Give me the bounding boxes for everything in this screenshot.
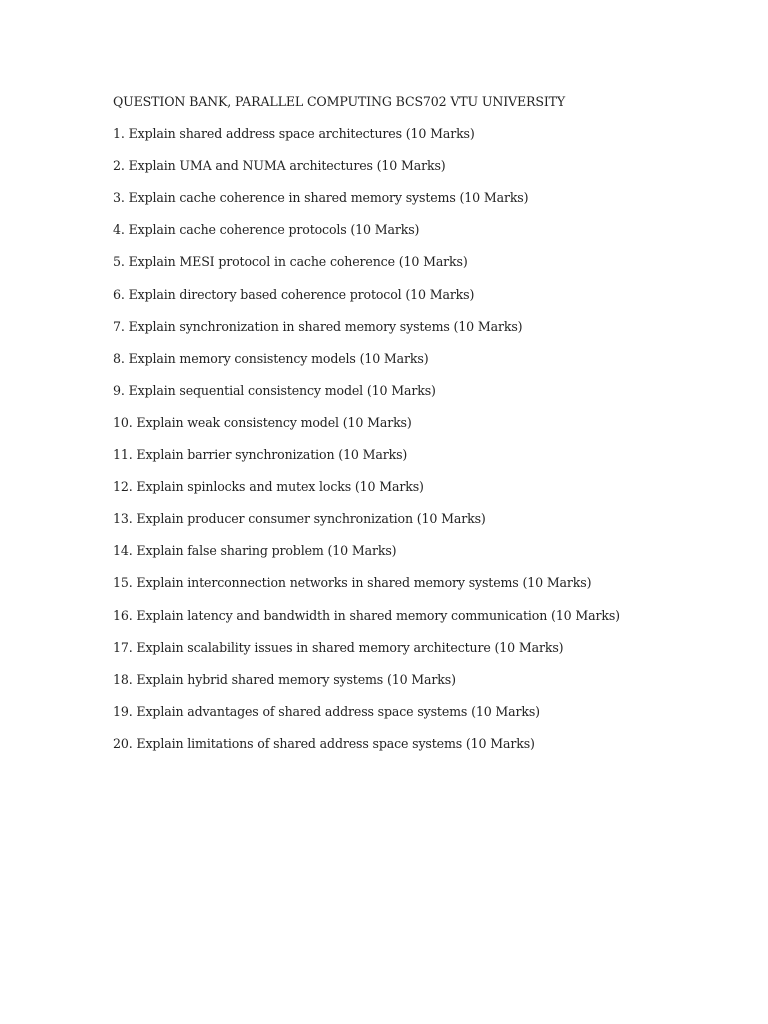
question-item: 16. Explain latency and bandwidth in shared memory communication (10 Marks) — [113, 607, 620, 623]
question-list — [113, 125, 733, 767]
question-item: 10. Explain weak consistency model (10 Marks) — [113, 414, 412, 430]
question-item: 19. Explain advantages of shared address space systems (10 Marks) — [113, 703, 540, 719]
document-title: QUESTION BANK, PARALLEL COMPUTING BCS702 VTU UNIVERSITY — [113, 94, 566, 109]
question-item: 15. Explain interconnection networks in shared memory systems (10 Marks) — [113, 575, 592, 591]
question-item: 20. Explain limitations of shared address space systems (10 Marks) — [113, 735, 535, 751]
question-item: 11. Explain barrier synchronization (10 Marks) — [113, 447, 408, 463]
question-item: 5. Explain MESI protocol in cache coherence (10 Marks) — [113, 254, 468, 270]
question-item: 6. Explain directory based coherence protocol (10 Marks) — [113, 286, 475, 302]
question-item: 4. Explain cache coherence protocols (10 Marks) — [113, 222, 420, 238]
question-item: 13. Explain producer consumer synchronization (10 Marks) — [113, 511, 486, 527]
question-item: 1. Explain shared address space architectures (10 Marks) — [113, 126, 475, 142]
question-item: 18. Explain hybrid shared memory systems (10 Marks) — [113, 671, 456, 687]
question-item: 8. Explain memory consistency models (10 Marks) — [113, 350, 429, 366]
document-content — [113, 93, 733, 767]
question-item: 14. Explain false sharing problem (10 Marks) — [113, 543, 397, 559]
question-item: 9. Explain sequential consistency model (10 Marks) — [113, 382, 436, 398]
question-item: 3. Explain cache coherence in shared memory systems (10 Marks) — [113, 190, 529, 206]
question-item: 7. Explain synchronization in shared memory systems (10 Marks) — [113, 318, 523, 334]
question-item: 17. Explain scalability issues in shared memory architecture (10 Marks) — [113, 639, 564, 655]
question-item: 2. Explain UMA and NUMA architectures (10 Marks) — [113, 158, 446, 174]
question-item: 12. Explain spinlocks and mutex locks (10 Marks) — [113, 479, 424, 495]
